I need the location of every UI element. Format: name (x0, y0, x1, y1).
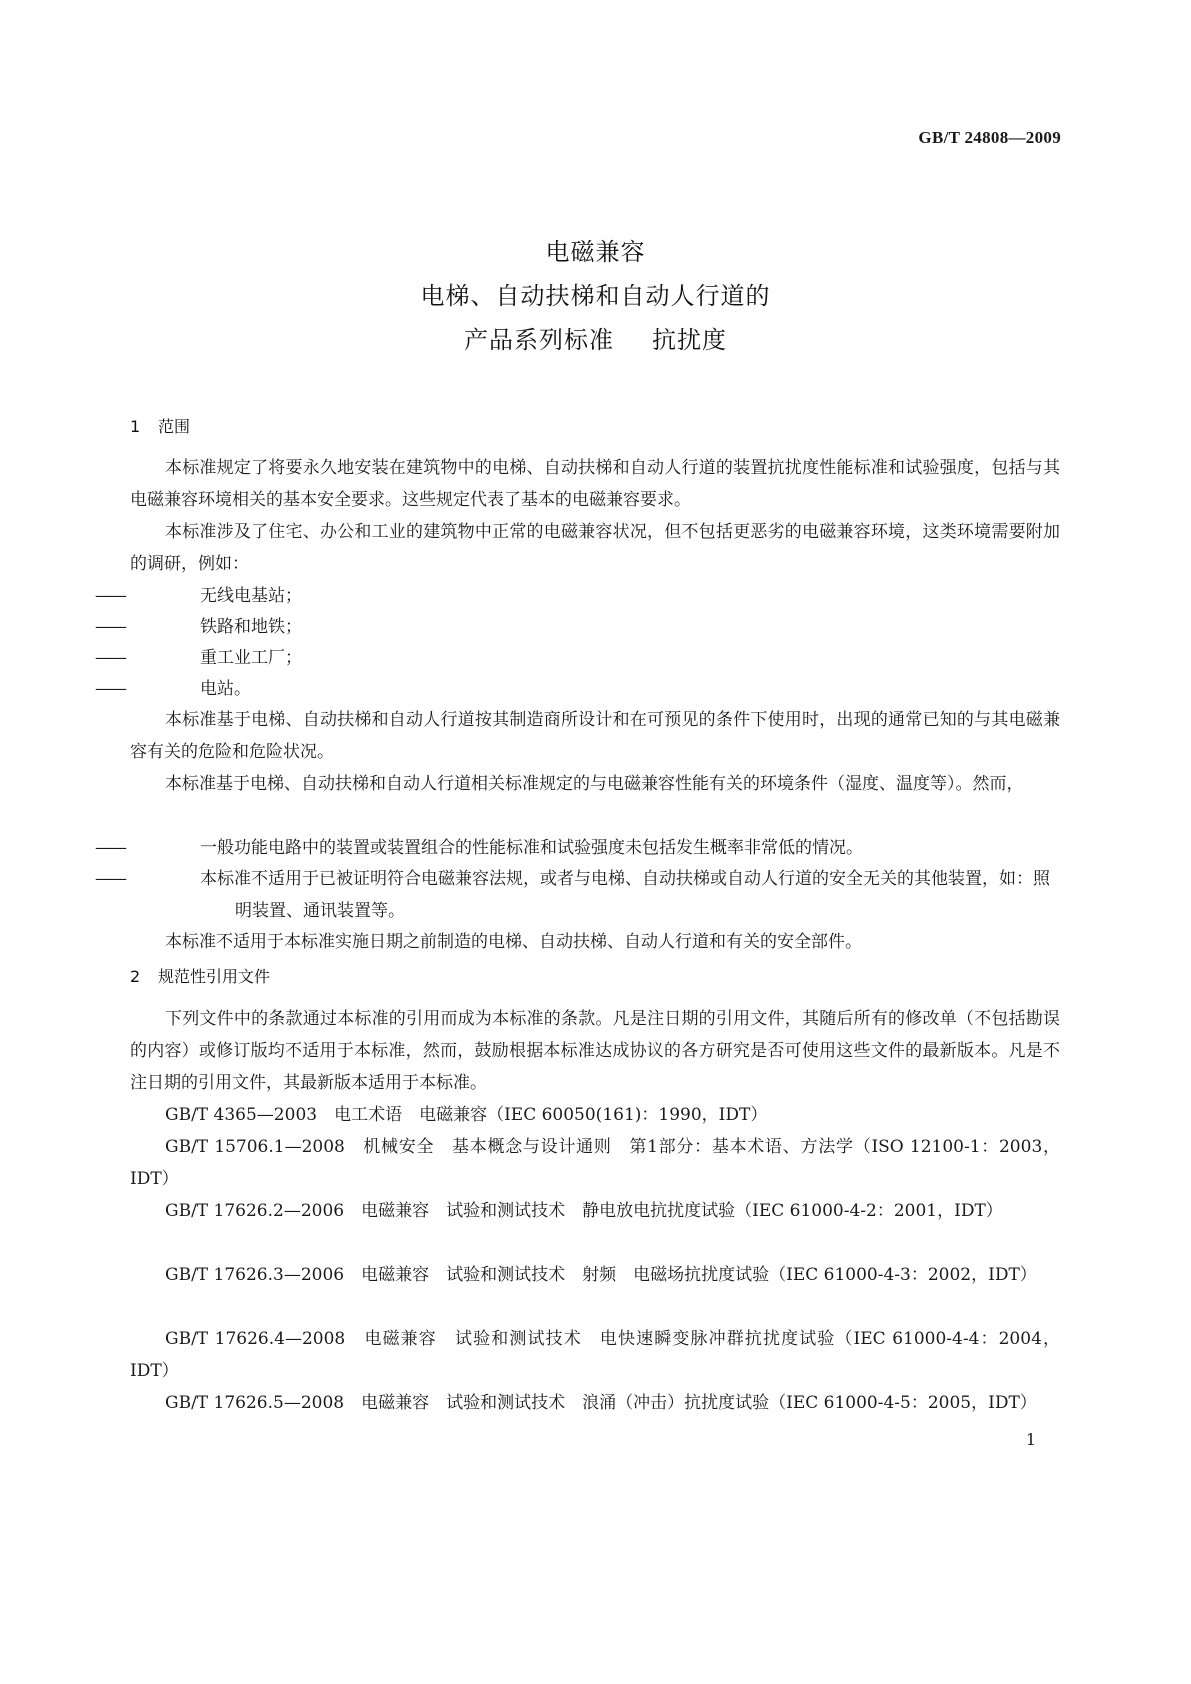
list-item: —— 无线电基站； (95, 586, 302, 606)
section-2-number: 2 (130, 967, 141, 986)
section-2-paragraph-1: 下列文件中的条款通过本标准的引用而成为本标准的条款。凡是注日期的引用文件，其随后所有的修改单（不包括勘误的内容）或修订版均不适用于本标准，然而，鼓励根据本标准达成协议的各方研究是否可使用这些文件的最新版本。凡是不注日期的引用文件，其最新版本适用于本标准。 (130, 1009, 1060, 1093)
list-item: —— 本标准不适用于已被证明符合电磁兼容法规，或者与电梯、自动扶梯或自动人行道的安全无关的其他装置，如：照明装置、通讯装置等。 (95, 869, 1050, 921)
title-line-2: 电梯、自动扶梯和自动人行道的 (420, 282, 771, 310)
section-1-paragraph-2: 本标准涉及了住宅、办公和工业的建筑物中正常的电磁兼容状况，但不包括更恶劣的电磁兼容环境，这类环境需要附加的调研，例如： (130, 522, 1060, 574)
section-2-title: 规范性引用文件 (158, 967, 271, 986)
section-1-paragraph-1: 本标准规定了将要永久地安装在建筑物中的电梯、自动扶梯和自动人行道的装置抗扰度性能标准和试验强度，包括与其电磁兼容环境相关的基本安全要求。这些规定代表了基本的电磁兼容要求。 (130, 458, 1060, 510)
reference-item: GB/T 17626.2—2006 电磁兼容 试验和测试技术 静电放电抗扰度试验（IEC 61000-4-2：2001，IDT） (165, 1201, 1003, 1221)
section-1-paragraph-4: 本标准基于电梯、自动扶梯和自动人行道相关标准规定的与电磁兼容性能有关的环境条件（湿度、温度等）。然而， (165, 774, 1024, 794)
list-item: —— 铁路和地铁； (95, 617, 302, 637)
reference-item: GB/T 17626.3—2006 电磁兼容 试验和测试技术 射频 电磁场抗扰度试验（IEC 61000-4-3：2002，IDT） (165, 1265, 1037, 1285)
list-item: —— 一般功能电路中的装置或装置组合的性能标准和试验强度未包括发生概率非常低的情况。 (95, 838, 863, 858)
reference-item: GB/T 4365—2003 电工术语 电磁兼容（IEC 60050(161)：1990，IDT） (165, 1105, 768, 1125)
title-line-1: 电磁兼容 (545, 238, 646, 266)
section-1-paragraph-5: 本标准不适用于本标准实施日期之前制造的电梯、自动扶梯、自动人行道和有关的安全部件。 (165, 932, 862, 952)
reference-item: GB/T 15706.1—2008 机械安全 基本概念与设计通则 第1部分：基本术语、方法学（ISO 12100-1：2003，IDT） (130, 1137, 1060, 1189)
standard-code: GB/T 24808—2009 (918, 128, 1061, 147)
title-line-3a: 产品系列标准 (464, 326, 614, 354)
reference-item: GB/T 17626.4—2008 电磁兼容 试验和测试技术 电快速瞬变脉冲群抗扰度试验（IEC 61000-4-4：2004，IDT） (130, 1329, 1060, 1381)
list-item: —— 重工业工厂； (95, 648, 302, 668)
title-line-3b: 抗扰度 (652, 326, 727, 354)
section-1-paragraph-3: 本标准基于电梯、自动扶梯和自动人行道按其制造商所设计和在可预见的条件下使用时，出现的通常已知的与其电磁兼容有关的危险和危险状况。 (130, 710, 1060, 762)
section-1-number: 1 (130, 417, 141, 436)
section-1-title: 范围 (158, 417, 191, 436)
page-number: 1 (1025, 1430, 1036, 1449)
title-line-3 (0, 320, 1191, 355)
list-item: —— 电站。 (95, 679, 251, 699)
section-2-heading (130, 964, 270, 987)
reference-item: GB/T 17626.5—2008 电磁兼容 试验和测试技术 浪涌（冲击）抗扰度试验（IEC 61000-4-5：2005，IDT） (165, 1393, 1037, 1413)
section-1-heading (130, 414, 190, 437)
